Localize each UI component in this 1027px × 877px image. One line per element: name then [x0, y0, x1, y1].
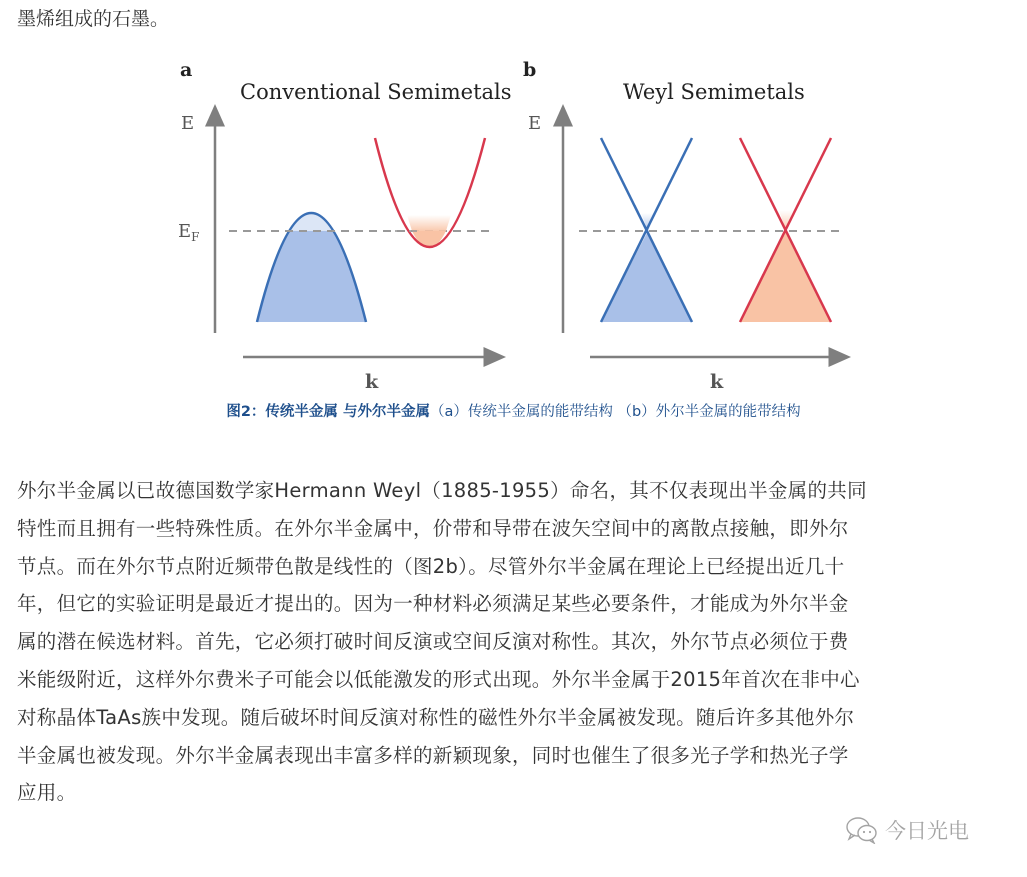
paragraph-line: 特性而且拥有一些特殊性质。在外尔半金属中，价带和导带在波矢空间中的离散点接触，即外尔: [17, 516, 849, 540]
panel-a-x-label: k: [365, 371, 379, 393]
panel-a-y-label: E: [181, 113, 195, 134]
article-paragraph: [17, 472, 1012, 812]
intro-line: 墨烯组成的石墨。: [17, 8, 170, 30]
paragraph-line: 节点。而在外尔节点附近频带色散是线性的（图2b）。尽管外尔半金属在理论上已经提出近几十: [17, 554, 845, 578]
caption-title: 图2：传统半金属 与外尔半金属: [226, 404, 430, 420]
panel-b: [523, 59, 843, 393]
watermark-text: 今日光电: [885, 819, 969, 843]
panel-b-blue-fill: [601, 231, 692, 322]
panel-b-y-label: E: [528, 113, 542, 134]
panel-a-label: a: [180, 59, 193, 81]
panel-b-title: Weyl Semimetals: [623, 80, 805, 104]
panel-a: [178, 59, 512, 393]
paragraph-line: 外尔半金属以已故德国数学家Hermann Weyl（1885-1955）命名，其不仅表现出半金属的共同: [17, 479, 867, 502]
caption-description: （a）传统半金属的能带结构 （b）外尔半金属的能带结构: [429, 404, 801, 420]
paragraph-line: 应用。: [17, 781, 77, 805]
paragraph-line: 属的潜在候选材料。首先，它必须打破时间反演或空间反演对称性。其次，外尔节点必须位于费: [17, 630, 849, 654]
wechat-icon: [845, 816, 879, 844]
panel-a-fermi-label: $E_F$: [178, 221, 200, 244]
source-watermark: [845, 815, 969, 845]
panel-b-x-label: k: [710, 371, 724, 393]
paragraph-line: 米能级附近，这样外尔费米子可能会以低能激发的形式出现。外尔半金属于2015年首次在非中心: [17, 667, 860, 691]
panel-a-title: Conventional Semimetals: [240, 80, 512, 104]
paragraph-line: 半金属也被发现。外尔半金属表现出丰富多样的新颖现象，同时也催生了很多光子学和热光子学: [17, 743, 849, 767]
paragraph-line: 对称晶体TaAs族中发现。随后破坏时间反演对称性的磁性外尔半金属被发现。随后许多其他外尔: [17, 705, 855, 729]
panel-b-red-fill: [740, 231, 831, 322]
panel-a-conduction-fill: [412, 231, 446, 248]
panel-b-label: b: [523, 59, 537, 81]
figure-caption: [0, 402, 1027, 422]
paragraph-line: 年，但它的实验证明是最近才提出的。因为一种材料必须满足某些必要条件，才能成为外尔半金: [17, 592, 849, 616]
band-structure-figure: [150, 50, 880, 400]
panel-a-conduction-glow: [407, 215, 451, 231]
